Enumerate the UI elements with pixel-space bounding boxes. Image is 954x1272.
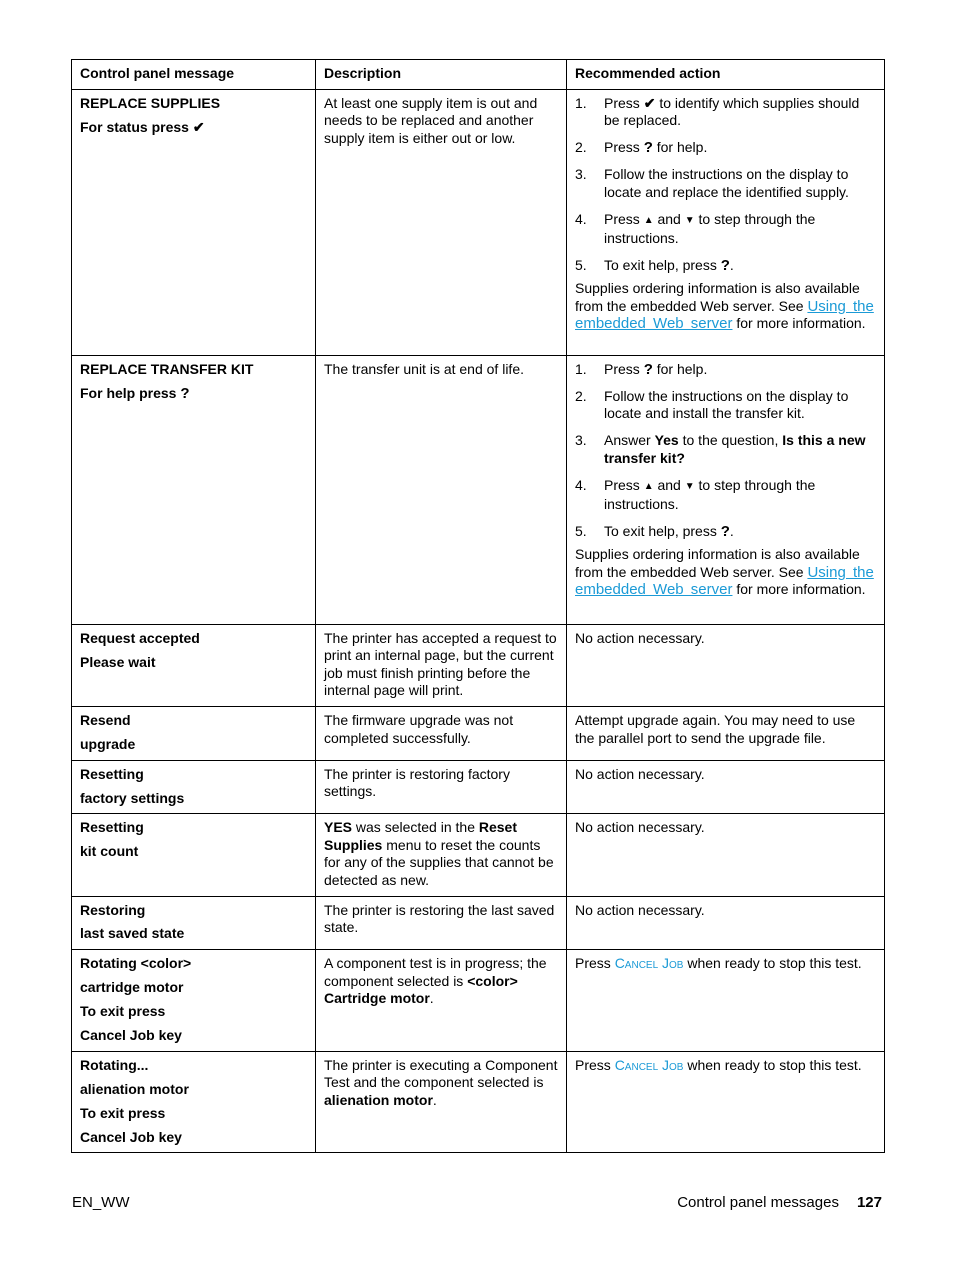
message-line: alienation motor: [80, 1080, 189, 1097]
table-row: [72, 814, 885, 896]
action-cell: Press Cancel Job when ready to stop this test.: [567, 1051, 885, 1153]
table-row: [72, 896, 885, 950]
supplies-note: Supplies ordering information is also available from the embedded Web server. See Using the embedded Web server for more information.: [575, 545, 874, 599]
table-row: [72, 950, 885, 1052]
message-cell: [72, 896, 316, 950]
embedded-web-server-link[interactable]: Using the embedded Web server: [575, 563, 874, 599]
table-header-row: [72, 60, 885, 90]
message-line: Rotating <color>: [80, 955, 192, 972]
message-cell: [72, 89, 316, 355]
page-number: 127: [856, 1194, 882, 1211]
action-cell: [567, 355, 885, 624]
list-item: 2. Follow the instructions on the display to locate and install the transfer kit.: [575, 387, 849, 422]
message-line: Resetting: [80, 819, 144, 836]
message-line: Rotating...: [80, 1056, 149, 1073]
cancel-job-key: Cancel Job: [614, 955, 684, 972]
footer-page-info: [677, 1194, 882, 1211]
message-cell: [72, 624, 316, 706]
list-item: 2. Press ? for help.: [575, 139, 708, 157]
description-cell: The firmware upgrade was not completed successfully.: [316, 706, 567, 760]
list-item: 1. Press ? for help.: [575, 360, 708, 378]
table-row: [72, 355, 885, 624]
list-item: 5. To exit help, press ?.: [575, 523, 734, 541]
control-panel-messages-table: [71, 59, 885, 1153]
help-question-icon: ?: [643, 360, 653, 378]
message-line: REPLACE TRANSFER KIT: [80, 360, 254, 377]
description-cell: At least one supply item is out and needs to be replaced and another supply item is either out or low.: [316, 89, 567, 355]
message-cell: [72, 355, 316, 624]
message-line: last saved state: [80, 925, 185, 942]
action-cell: [567, 89, 885, 355]
action-cell: No action necessary.: [567, 896, 885, 950]
action-steps: [575, 95, 877, 275]
message-line: For status press ✔: [80, 118, 205, 135]
table-row: [72, 706, 885, 760]
table-row: [72, 624, 885, 706]
action-cell: No action necessary.: [567, 814, 885, 896]
action-cell: Press Cancel Job when ready to stop this test.: [567, 950, 885, 1052]
footer-locale: EN_WW: [72, 1194, 130, 1211]
list-item: 5. To exit help, press ?.: [575, 257, 734, 275]
description-cell: The transfer unit is at end of life.: [316, 355, 567, 624]
message-cell: [72, 1051, 316, 1153]
message-line: Resetting: [80, 765, 144, 782]
description-cell: The printer is restoring the last saved state.: [316, 896, 567, 950]
description-cell: A component test is in progress; the component selected is <color> Cartridge motor.: [316, 950, 567, 1052]
message-line: kit count: [80, 843, 139, 860]
message-line: REPLACE SUPPLIES: [80, 94, 221, 111]
message-line: cartridge motor: [80, 979, 184, 996]
header-description: Description: [316, 60, 567, 90]
down-arrow-icon: ▼: [684, 480, 695, 492]
description-cell: The printer is restoring factory settings.: [316, 760, 567, 814]
description-cell: The printer has accepted a request to print an internal page, but the current job must finish printing before the internal page will print.: [316, 624, 567, 706]
message-line: For help press ?: [80, 384, 190, 402]
list-item: 3. Follow the instructions on the display to locate and replace the identified supply.: [575, 166, 849, 200]
message-cell: [72, 706, 316, 760]
message-cell: [72, 760, 316, 814]
action-cell: Attempt upgrade again. You may need to use the parallel port to send the upgrade file.: [567, 706, 885, 760]
message-cell: [72, 814, 316, 896]
message-line: Resend: [80, 711, 131, 728]
message-line: upgrade: [80, 735, 136, 752]
message-line: Cancel Job key: [80, 1027, 182, 1044]
footer-section-title: Control panel messages: [677, 1194, 839, 1211]
list-item: 4. Press ▲ and ▼ to step through the instructions.: [575, 210, 816, 247]
header-recommended-action: Recommended action: [567, 60, 885, 90]
up-arrow-icon: ▲: [643, 480, 654, 492]
table-row: [72, 760, 885, 814]
description-cell: YES was selected in the Reset Supplies menu to reset the counts for any of the supplies that cannot be detected as new.: [316, 814, 567, 896]
help-question-icon: ?: [720, 523, 730, 541]
help-question-icon: ?: [643, 139, 653, 157]
message-line: To exit press: [80, 1104, 166, 1121]
action-cell: No action necessary.: [567, 624, 885, 706]
list-item: 4. Press ▲ and ▼ to step through the instructions.: [575, 476, 816, 513]
checkmark-icon: ✔: [643, 94, 656, 111]
message-line: Cancel Job key: [80, 1128, 182, 1145]
action-steps: [575, 361, 877, 541]
action-cell: No action necessary.: [567, 760, 885, 814]
help-question-icon: ?: [720, 257, 730, 275]
message-line: factory settings: [80, 789, 185, 806]
description-cell: The printer is executing a Component Test and the component selected is alienation motor.: [316, 1051, 567, 1153]
down-arrow-icon: ▼: [684, 214, 695, 226]
list-item: 1. Press ✔ to identify which supplies should be replaced.: [575, 94, 860, 129]
embedded-web-server-link[interactable]: Using the embedded Web server: [575, 297, 874, 333]
message-line: Restoring: [80, 901, 146, 918]
header-control-panel-message: Control panel message: [72, 60, 316, 90]
supplies-note: Supplies ordering information is also available from the embedded Web server. See Using the embedded Web server for more information.: [575, 279, 874, 333]
message-line: Please wait: [80, 653, 156, 670]
help-question-icon: ?: [180, 384, 190, 402]
message-cell: [72, 950, 316, 1052]
cancel-job-key: Cancel Job: [614, 1056, 684, 1073]
message-line: Request accepted: [80, 629, 200, 646]
checkmark-icon: ✔: [192, 118, 205, 135]
list-item: 3. Answer Yes to the question, Is this a new transfer kit?: [575, 432, 866, 466]
table-row: [72, 1051, 885, 1153]
message-line: To exit press: [80, 1003, 166, 1020]
table-row: [72, 89, 885, 355]
up-arrow-icon: ▲: [643, 214, 654, 226]
